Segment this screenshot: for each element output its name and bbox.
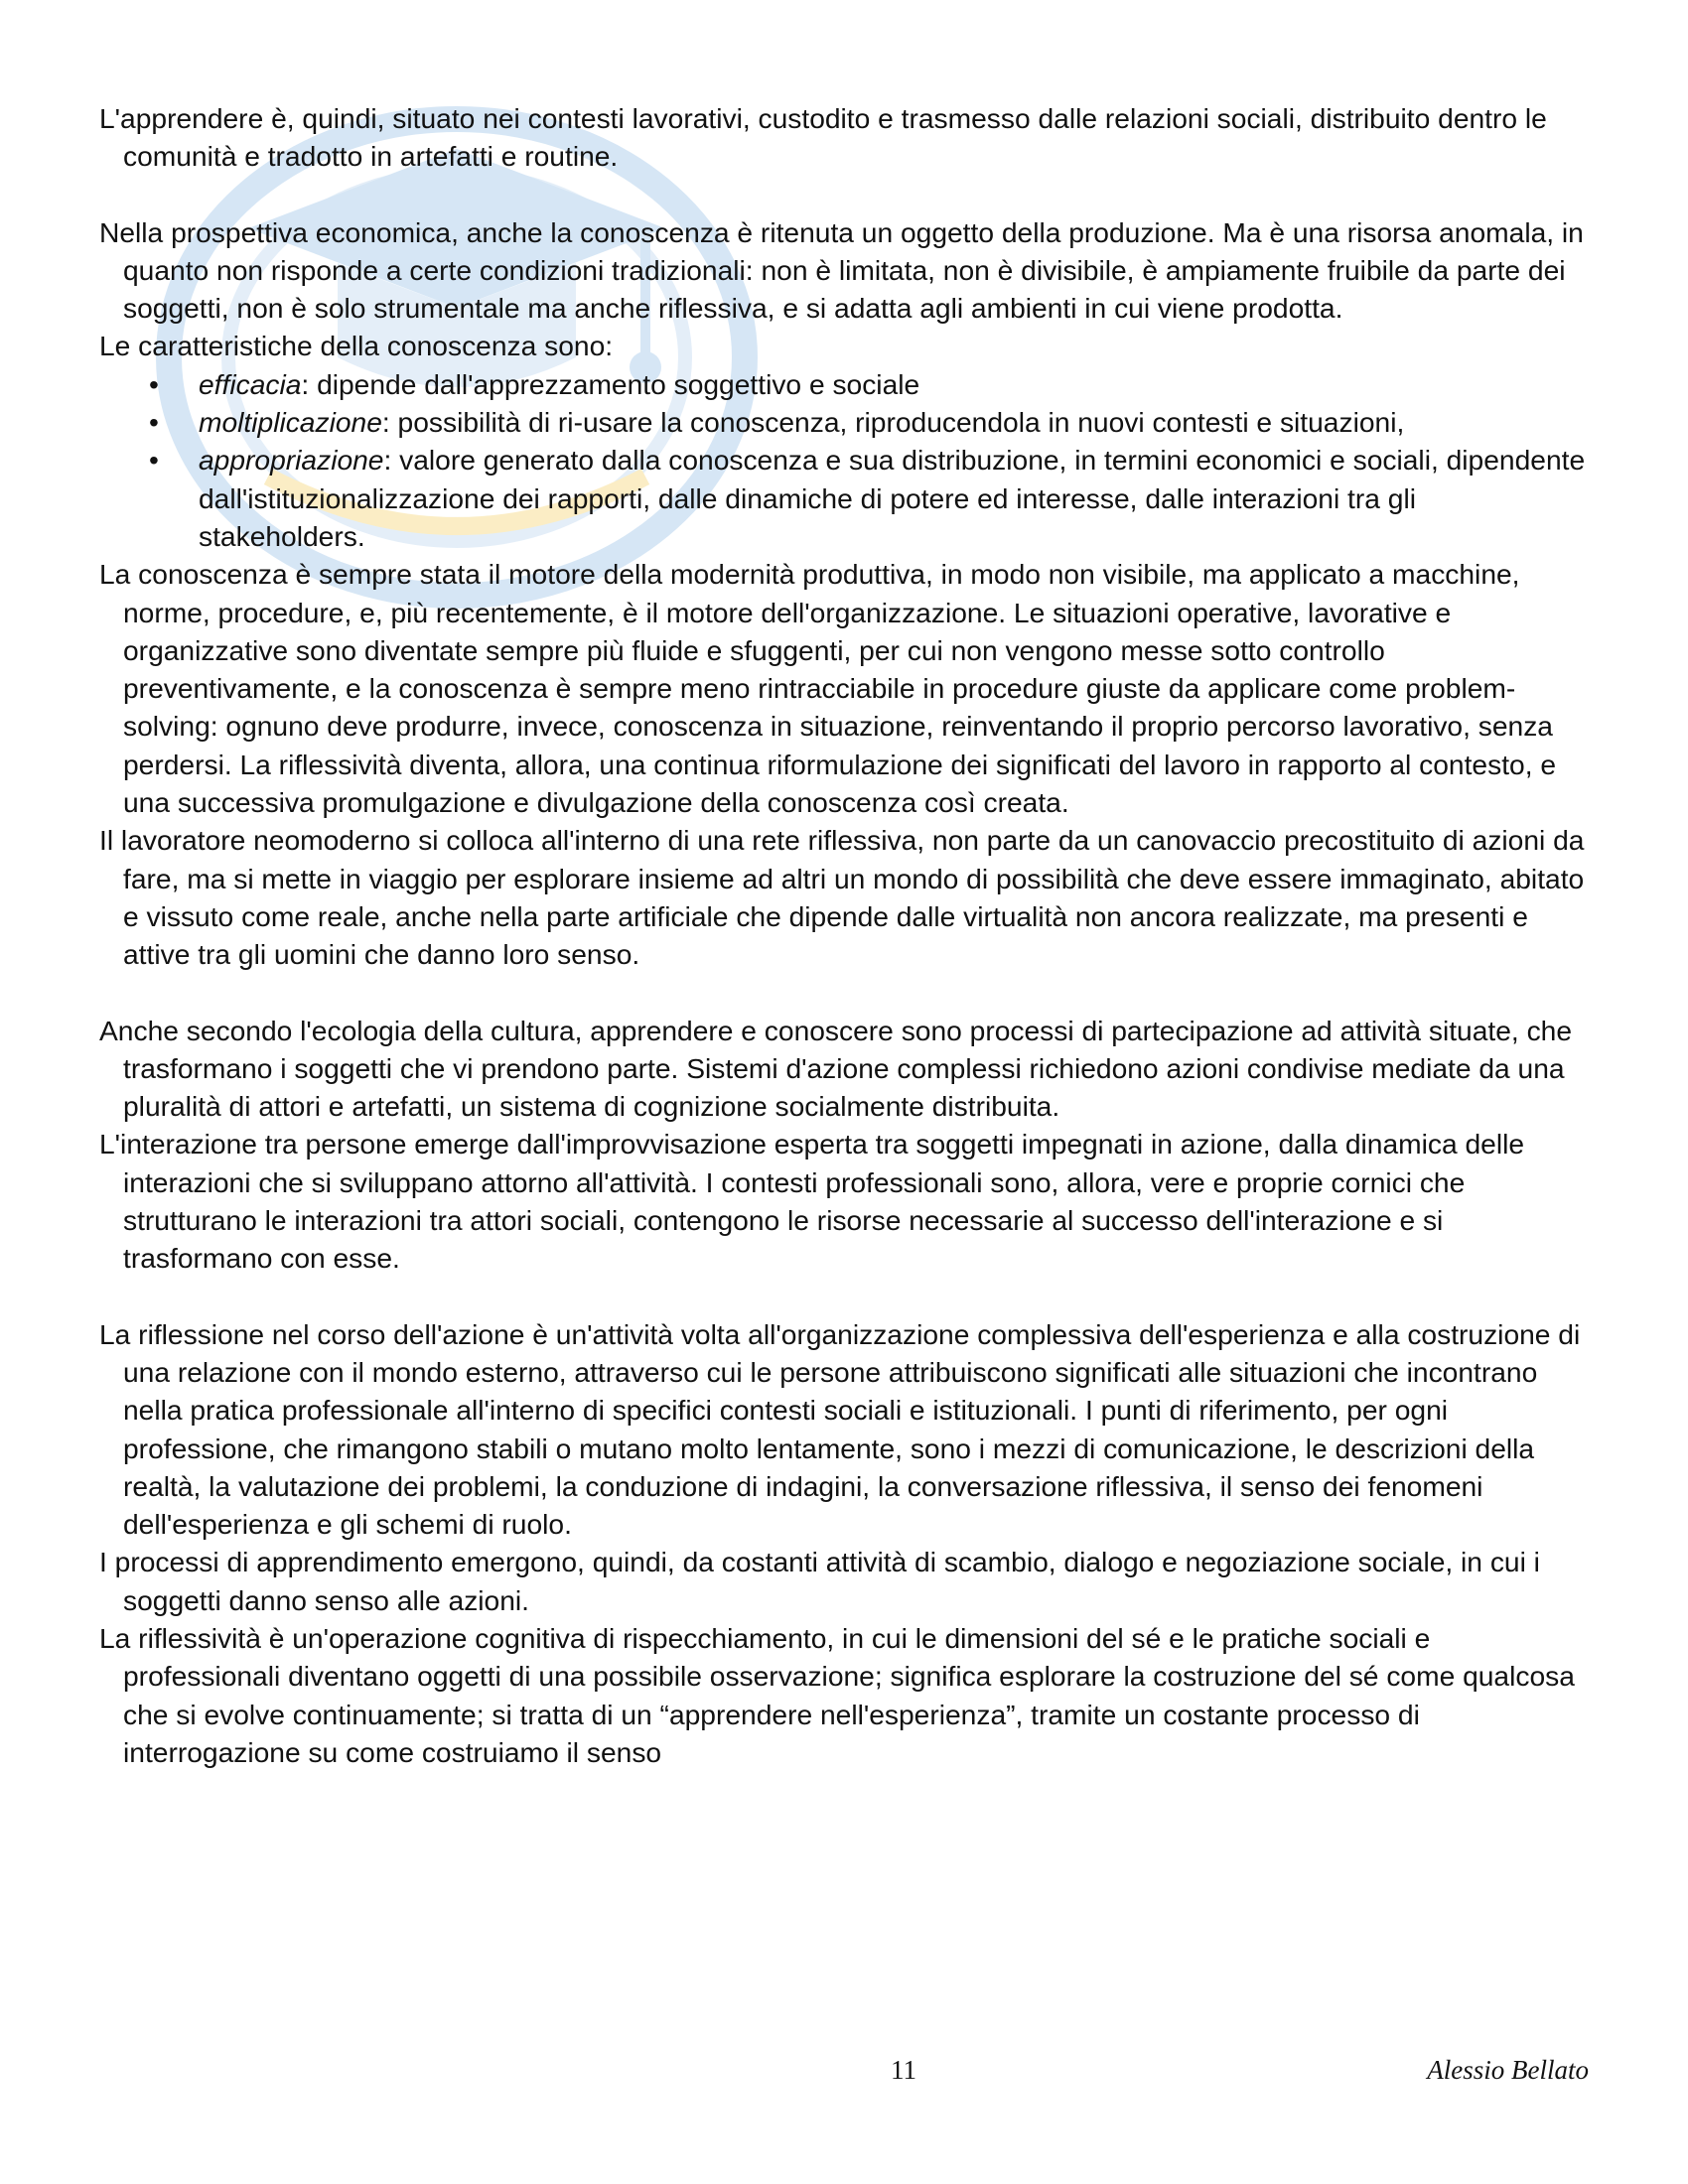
paragraph-lavoratore-neomoderno: Il lavoratore neomoderno si colloca all'interno di una rete riflessiva, non parte da un canovaccio precostituito di azioni da fare, ma si mette in viaggio per esplorare insieme ad altri un mondo di possibilità che deve essere immaginato, abitato e vissuto come reale, anche nella parte artificiale che dipende dalle virtualità non ancora realizzate, ma presenti e attive tra gli uomini che danno loro senso. (99, 824, 1585, 971)
definition-efficacia: : dipende dall'apprezzamento soggettivo e sociale (301, 367, 920, 400)
paragraph-prospettiva-economica: Nella prospettiva economica, anche la conoscenza è ritenuta un oggetto della produzione. Ma è una risorsa anomala, in quanto non risponde a certe condizioni tradizionali: non è limitata, non è divisibile, è ampiamente fruibile da parte dei soggetti, non è solo strumentale ma anche riflessiva, e si adatta agli ambienti in cui viene prodotta. (99, 215, 1584, 325)
term-moltiplicazione: moltiplicazione (199, 406, 382, 439)
term-appropriazione: appropriazione (199, 444, 384, 477)
paragraph-riflessione-azione: La riflessione nel corso dell'azione è un'attività volta all'organizzazione complessiva dell'esperienza e alla costruzione di una relazione con il mondo esterno, attraverso cui le persone attribuiscono significati alle situazioni che incontrano nella pratica professionale all'interno di specifici contesti sociali e istituzionali. I punti di riferimento, per ogni professione, che rimangono stabili o mutano molto lentamente, sono i mezzi di comunicazione, le descrizioni della realtà, la valutazione dei problemi, la conduzione di indagini, la conversazione riflessiva, il senso dei fenomeni dell'esperienza e gli schemi di ruolo. (99, 1317, 1581, 1541)
paragraph-apprendere-situato: L'apprendere è, quindi, situato nei contesti lavorativi, custodito e trasmesso dalle relazioni sociali, distribuito dentro le comunità e tradotto in artefatti e routine. (99, 102, 1547, 173)
paragraph-gap (99, 176, 1589, 213)
list-item-appropriazione (99, 441, 1589, 555)
paragraph-processi-apprendimento: I processi di apprendimento emergono, quindi, da costanti attività di scambio, dialogo e negoziazione sociale, in cui i soggetti danno senso alle azioni. (99, 1546, 1540, 1616)
paragraph-ecologia-cultura: Anche secondo l'ecologia della cultura, apprendere e conoscere sono processi di partecipazione ad attività situate, che trasformano i soggetti che vi prendono parte. Sistemi d'azione complessi richiedono azioni condivise mediate da una pluralità di attori e artefatti, un sistema di cognizione socialmente distribuita. (99, 1014, 1573, 1123)
list-item-efficacia (99, 365, 1589, 403)
paragraph-interazione-persone: L'interazione tra persone emerge dall'improvvisazione esperta tra soggetti impegnati in azione, dalla dinamica delle interazioni che si sviluppano attorno all'attività. I contesti professionali sono, allora, vere e proprie cornici che strutturano le interazioni tra attori sociali, contengono le risorse necessarie al successo dell'interazione e si trasformano con esse. (99, 1128, 1525, 1275)
footer-author: Alessio Bellato (1427, 2055, 1589, 2085)
characteristics-list (99, 365, 1589, 555)
page-body (99, 99, 1589, 1771)
paragraph-gap (99, 1278, 1589, 1315)
list-item-moltiplicazione (99, 403, 1589, 441)
definition-moltiplicazione: : possibilità di ri-usare la conoscenza, riproducendola in nuovi contesti e situazioni, (381, 406, 1405, 439)
term-efficacia: efficacia (199, 367, 302, 400)
paragraph-riflessivita: La riflessività è un'operazione cognitiva di rispecchiamento, in cui le dimensioni del sé e le pratiche sociali e professionali diventano oggetti di una possibile osservazione; significa esplorare la costruzione del sé come qualcosa che si evolve continuamente; si tratta di un “apprendere nell'esperienza”, tramite un costante processo di interrogazione su come costruiamo il senso (99, 1621, 1575, 1768)
definition-appropriazione: : valore generato dalla conoscenza e sua distribuzione, in termini economici e sociali, dipendente dall'istituzionalizzazione dei rapporti, dalle dinamiche di potere ed interesse, dalle interazioni tra gli stakeholders. (199, 444, 1586, 552)
bullet-icon: • (149, 367, 159, 400)
bullet-icon: • (149, 406, 159, 439)
paragraph-caratteristiche-intro: Le caratteristiche della conoscenza sono: (99, 330, 614, 362)
paragraph-motore-modernita: La conoscenza è sempre stata il motore della modernità produttiva, in modo non visibile, ma applicato a macchine, norme, procedure, e, più recentemente, è il motore dell'organizzazione. Le situazioni operative, lavorative e organizzative sono diventate sempre più fluide e sfuggenti, per cui non vengono messe sotto controllo preventivamente, e la conoscenza è sempre meno rintracciabile in procedure giuste da applicare come problem-solving: ognuno deve produrre, invece, conoscenza in situazione, reinventando il proprio percorso lavorativo, senza perdersi. La riflessività diventa, allora, una continua riformulazione dei significati del lavoro in rapporto al contesto, e una successiva promulgazione e divulgazione della conoscenza così creata. (99, 558, 1557, 819)
page-number: 11 (891, 2055, 916, 2085)
bullet-icon: • (149, 444, 159, 477)
paragraph-gap (99, 974, 1589, 1012)
